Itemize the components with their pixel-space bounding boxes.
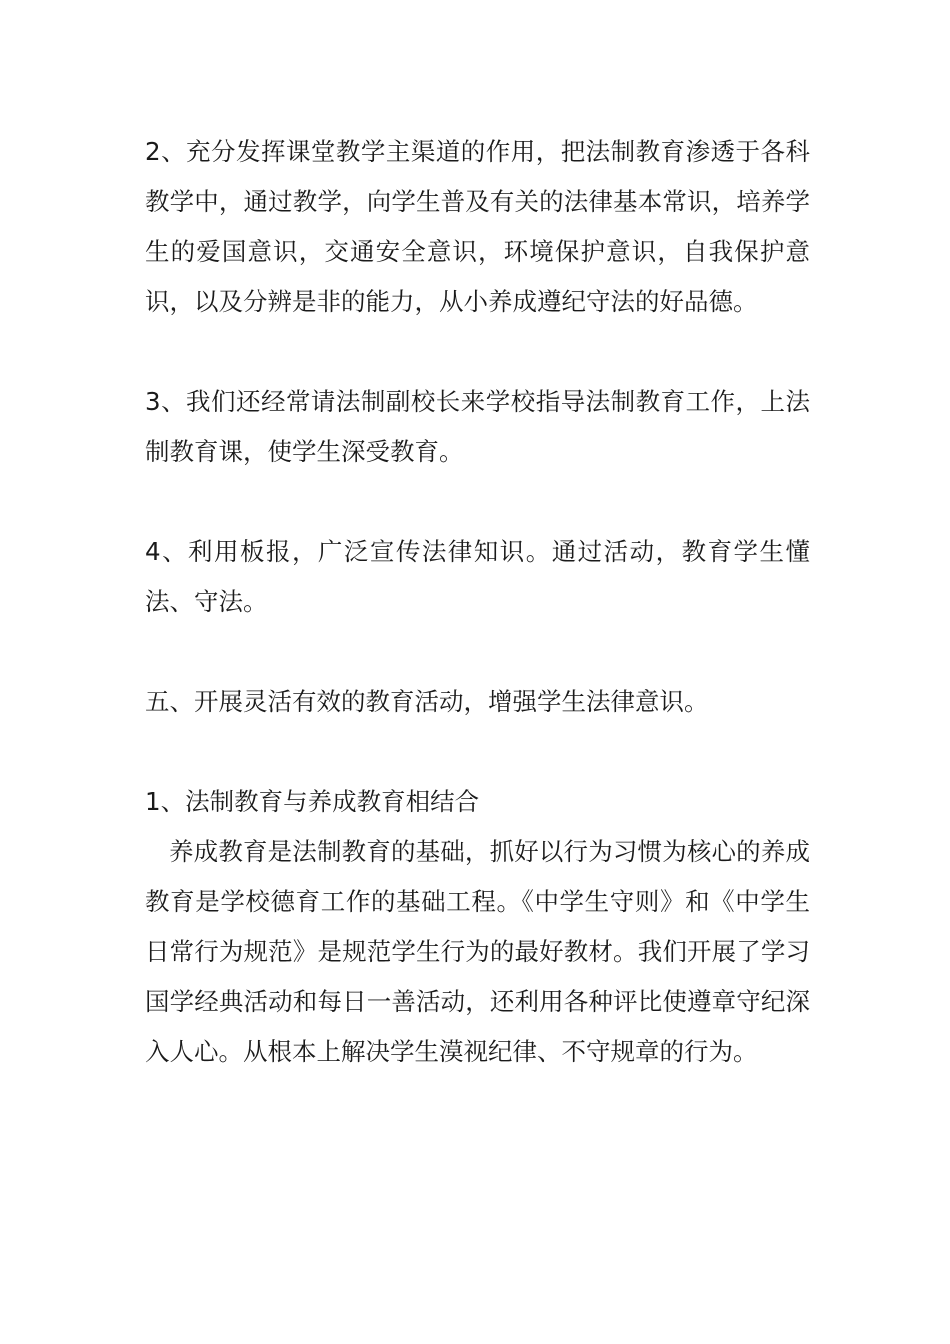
paragraph-3-legal-vice-principal: 3、我们还经常请法制副校长来学校指导法制教育工作，上法制教育课，使学生深受教育。 <box>145 387 810 466</box>
paragraph-2-classroom-teaching: 2、充分发挥课堂教学主渠道的作用，把法制教育渗透于各科教学中，通过教学，向学生普及有关的法律基本常识，培养学生的爱国意识，交通安全意识，环境保护意识，自我保护意识，以及分辨是非的能力，从小养成遵纪守法的好品德。 <box>145 137 810 316</box>
section-heading-five: 五、开展灵活有效的教育活动，增强学生法律意识。 <box>145 687 709 716</box>
document-body <box>145 127 810 1077</box>
paragraph-habit-education-body: 养成教育是法制教育的基础，抓好以行为习惯为核心的养成教育是学校德育工作的基础工程。《中学生守则》和《中学生日常行为规范》是规范学生行为的最好教材。我们开展了学习国学经典活动和每日一善活动，还利用各种评比使遵章守纪深入人心。从根本上解决学生漠视纪律、不守规章的行为。 <box>145 837 810 1066</box>
paragraph-4-blackboard-publicity: 4、利用板报，广泛宣传法律知识。通过活动，教育学生懂法、守法。 <box>145 537 810 616</box>
subheading-1-habit-education: 1、法制教育与养成教育相结合 <box>145 787 480 816</box>
